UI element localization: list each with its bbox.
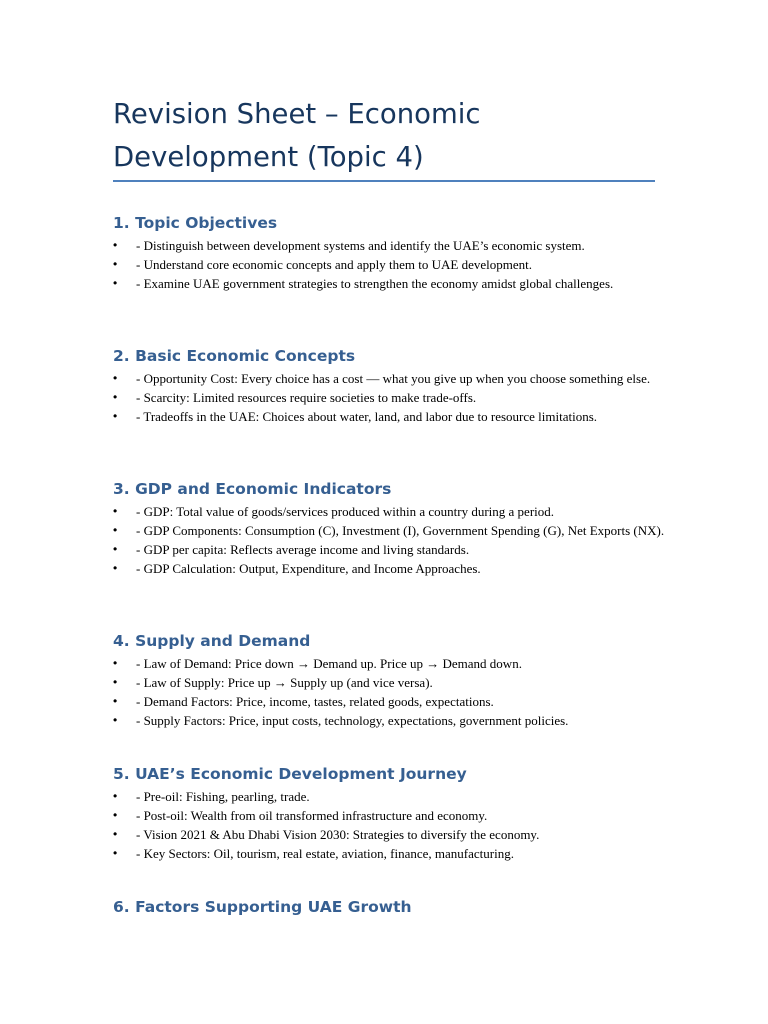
section-gdp-indicators xyxy=(113,479,673,578)
bullet-icon: • xyxy=(113,846,118,860)
bullet-icon: • xyxy=(113,561,118,575)
list-item xyxy=(113,540,673,559)
bullet-icon: • xyxy=(113,257,118,271)
list-item-text: - GDP Calculation: Output, Expenditure, and Income Approaches. xyxy=(136,561,481,576)
bullet-icon: • xyxy=(113,789,118,803)
list-item-text: - Law of Demand: Price down → Demand up. Price up → Demand down. xyxy=(136,656,522,671)
bullet-icon: • xyxy=(113,827,118,841)
list-item-text: - Distinguish between development systems and identify the UAE’s economic system. xyxy=(136,238,585,253)
section-topic-objectives xyxy=(113,213,673,293)
list-item xyxy=(113,711,673,730)
list-item xyxy=(113,844,673,863)
list-item xyxy=(113,825,673,844)
section-heading: 1. Topic Objectives xyxy=(113,214,278,232)
list-item xyxy=(113,407,673,426)
list-item xyxy=(113,654,673,673)
bullet-icon: • xyxy=(113,504,118,518)
bullet-list xyxy=(113,502,673,578)
title-underline xyxy=(113,180,655,182)
bullet-icon: • xyxy=(113,808,118,822)
bullet-icon: • xyxy=(113,656,118,670)
list-item-text: - Supply Factors: Price, input costs, technology, expectations, government policies. xyxy=(136,713,569,728)
list-item-text: - GDP: Total value of goods/services produced within a country during a period. xyxy=(136,504,555,519)
section-uae-development-journey xyxy=(113,764,673,863)
list-item xyxy=(113,255,673,274)
list-item-text: - Post-oil: Wealth from oil transformed infrastructure and economy. xyxy=(136,808,488,823)
list-item xyxy=(113,559,673,578)
section-factors-supporting-growth xyxy=(113,897,673,920)
list-item-text: - Vision 2021 & Abu Dhabi Vision 2030: Strategies to diversify the economy. xyxy=(136,827,540,842)
bullet-icon: • xyxy=(113,523,118,537)
list-item xyxy=(113,236,673,255)
section-heading: 3. GDP and Economic Indicators xyxy=(113,480,392,498)
bullet-icon: • xyxy=(113,409,118,423)
list-item-text: - Understand core economic concepts and apply them to UAE development. xyxy=(136,257,533,272)
bullet-icon: • xyxy=(113,694,118,708)
list-item xyxy=(113,502,673,521)
section-heading: 6. Factors Supporting UAE Growth xyxy=(113,898,412,916)
bullet-icon: • xyxy=(113,238,118,252)
list-item-text: - Scarcity: Limited resources require societies to make trade-offs. xyxy=(136,390,477,405)
list-item-text: - Examine UAE government strategies to strengthen the economy amidst global challenges. xyxy=(136,276,614,291)
list-item xyxy=(113,787,673,806)
bullet-icon: • xyxy=(113,371,118,385)
section-supply-demand xyxy=(113,631,673,730)
bullet-icon: • xyxy=(113,675,118,689)
bullet-icon: • xyxy=(113,542,118,556)
section-heading: 2. Basic Economic Concepts xyxy=(113,347,356,365)
list-item xyxy=(113,274,673,293)
list-item-text: - GDP per capita: Reflects average income and living standards. xyxy=(136,542,470,557)
section-heading: 4. Supply and Demand xyxy=(113,632,311,650)
list-item xyxy=(113,673,673,692)
list-item-text: - Opportunity Cost: Every choice has a cost — what you give up when you choose something else. xyxy=(136,371,651,386)
section-basic-economic-concepts xyxy=(113,346,673,426)
bullet-icon: • xyxy=(113,713,118,727)
list-item xyxy=(113,806,673,825)
bullet-list xyxy=(113,654,673,730)
bullet-icon: • xyxy=(113,390,118,404)
bullet-list xyxy=(113,787,673,863)
document-title: Revision Sheet – Economic Development (Topic 4) xyxy=(113,98,481,173)
list-item xyxy=(113,369,673,388)
list-item-text: - Demand Factors: Price, income, tastes, related goods, expectations. xyxy=(136,694,494,709)
list-item xyxy=(113,521,673,540)
list-item-text: - Pre-oil: Fishing, pearling, trade. xyxy=(136,789,310,804)
list-item-text: - Key Sectors: Oil, tourism, real estate, aviation, finance, manufacturing. xyxy=(136,846,514,861)
list-item xyxy=(113,388,673,407)
list-item-text: - GDP Components: Consumption (C), Investment (I), Government Spending (G), Net Exports (NX). xyxy=(136,523,665,538)
bullet-list xyxy=(113,236,673,293)
list-item-text: - Tradeoffs in the UAE: Choices about water, land, and labor due to resource limitations. xyxy=(136,409,597,424)
bullet-icon: • xyxy=(113,276,118,290)
bullet-list xyxy=(113,369,673,426)
list-item xyxy=(113,692,673,711)
list-item-text: - Law of Supply: Price up → Supply up (and vice versa). xyxy=(136,675,433,690)
section-heading: 5. UAE’s Economic Development Journey xyxy=(113,765,467,783)
